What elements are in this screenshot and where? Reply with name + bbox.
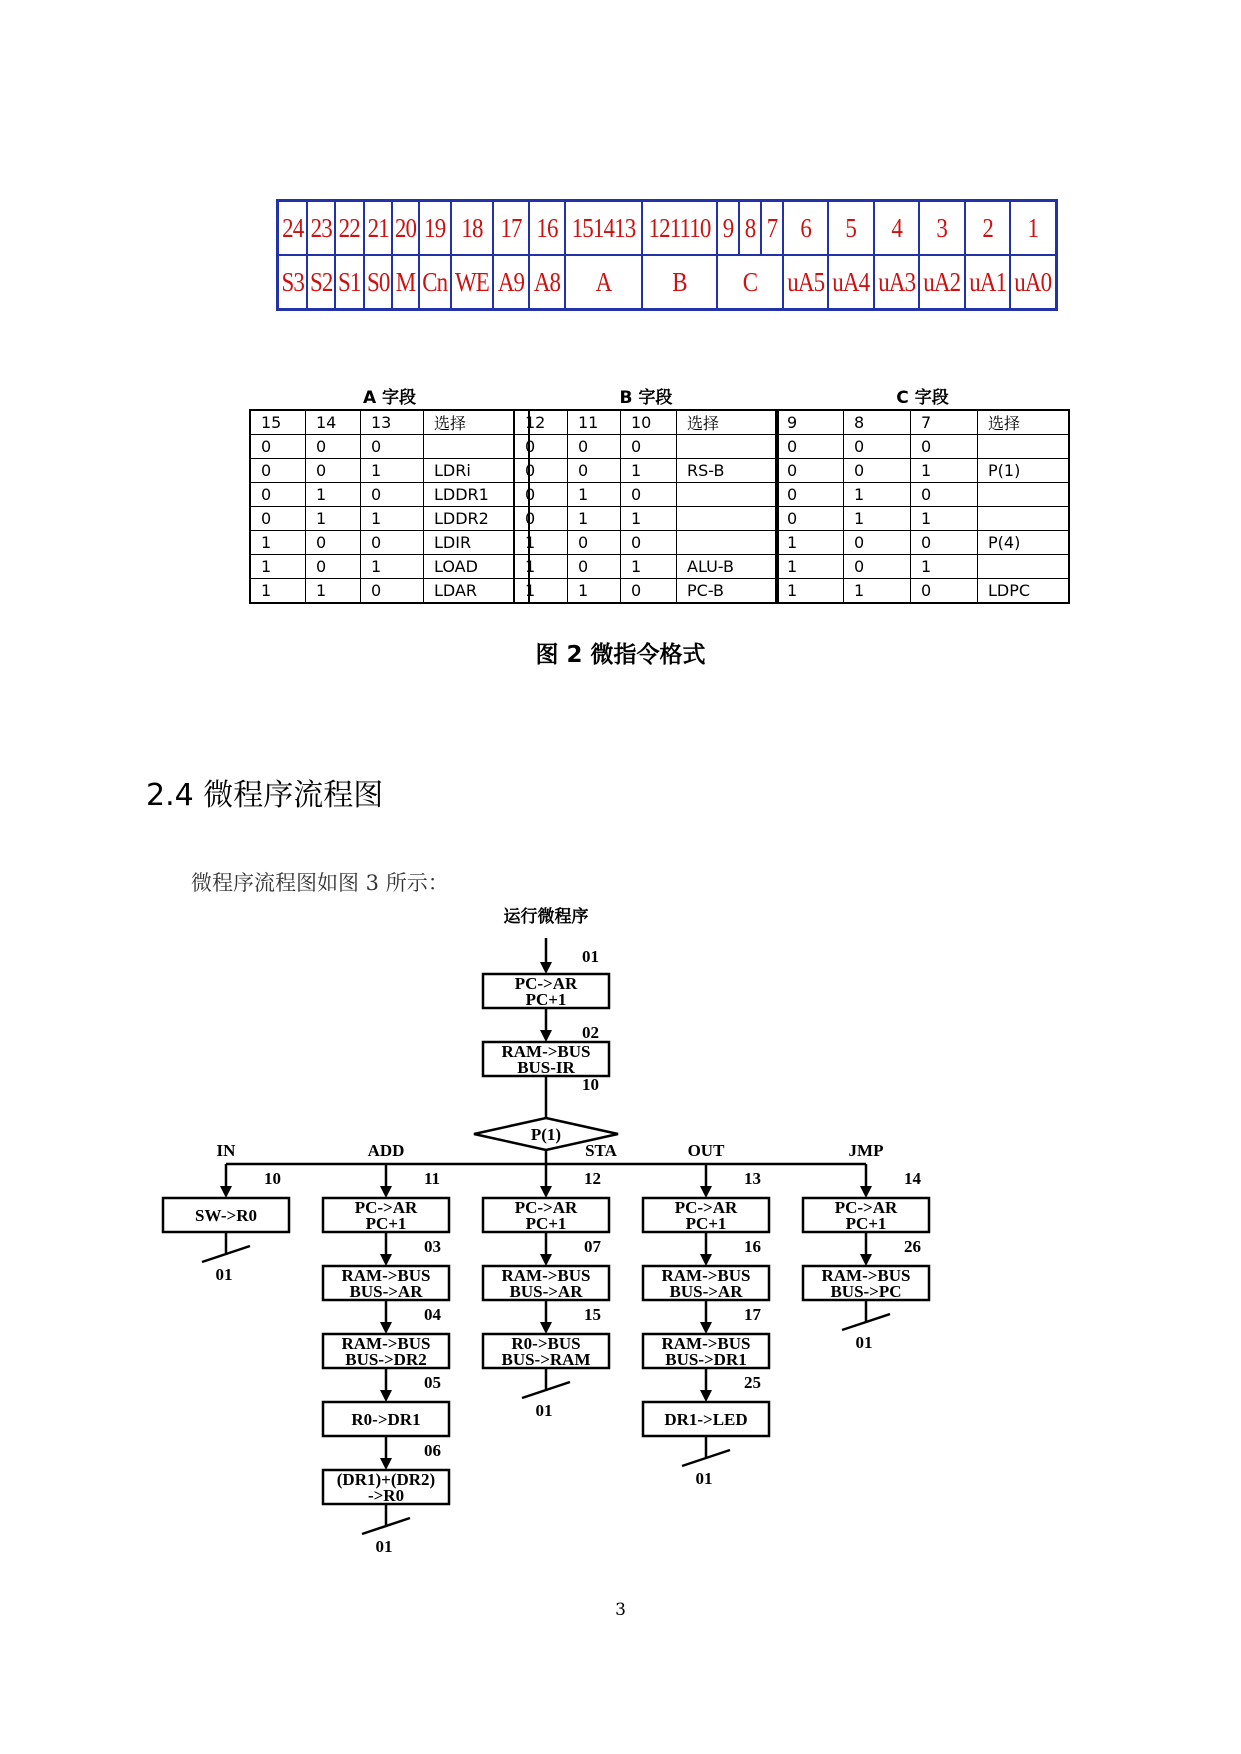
bit-cell: 19 — [421, 201, 448, 256]
table-cell: 0 — [361, 483, 424, 507]
flow-box-text: RAM->BUS — [661, 1334, 751, 1353]
bit-cell: 5 — [832, 201, 871, 256]
table-cell: PC-B — [677, 579, 779, 604]
flow-box-text: RAM->BUS — [341, 1334, 431, 1353]
table-cell: 0 — [844, 435, 911, 459]
table-cell: 0 — [844, 555, 911, 579]
field-cell: uA4 — [832, 255, 871, 310]
bit-cell: 22 — [337, 201, 361, 256]
table-cell: P(1) — [978, 459, 1070, 483]
flow-addr: 10 — [264, 1169, 281, 1188]
flow-box-text: PC+1 — [365, 1214, 407, 1233]
field-cell: WE — [454, 255, 490, 310]
table-cell: 0 — [306, 531, 361, 555]
table-header-cell: 选择 — [677, 410, 779, 435]
b-field-caption: B 字段 — [619, 388, 673, 408]
flow-box-text: (DR1)+(DR2) — [336, 1470, 436, 1489]
flow-box-text: BUS->AR — [669, 1282, 743, 1301]
table-cell: 1 — [306, 507, 361, 531]
table-cell: LDDR2 — [424, 507, 530, 531]
table-cell: 0 — [776, 459, 844, 483]
bit-cell: 3 — [923, 201, 962, 256]
table-cell: 0 — [514, 435, 568, 459]
table-cell: 0 — [621, 435, 677, 459]
flow-addr: 13 — [744, 1169, 761, 1188]
table-cell: 1 — [250, 579, 306, 604]
field-cell: B — [647, 255, 711, 310]
table-cell: 0 — [514, 507, 568, 531]
table-cell: 0 — [911, 531, 978, 555]
table-cell: 1 — [514, 555, 568, 579]
table-cell: LDRi — [424, 459, 530, 483]
table-cell: 1 — [776, 531, 844, 555]
table-cell: 1 — [911, 507, 978, 531]
flow-end-label: 01 — [535, 1401, 553, 1420]
table-cell: 0 — [776, 483, 844, 507]
arrowhead — [540, 1322, 552, 1334]
field-cell: uA5 — [786, 255, 825, 310]
bit-cell: 151413 — [570, 201, 635, 256]
table-cell: 0 — [776, 435, 844, 459]
flow-box-text: PC->AR — [674, 1198, 738, 1217]
field-cell: S3 — [280, 255, 305, 310]
flow-box-text: RAM->BUS — [501, 1042, 591, 1061]
table-header-cell: 14 — [306, 410, 361, 435]
table-cell: 1 — [514, 531, 568, 555]
bit-cell: 1 — [1014, 201, 1053, 256]
table-cell: 1 — [911, 459, 978, 483]
flow-box-text: BUS->DR2 — [345, 1350, 427, 1369]
table-cell: 0 — [621, 579, 677, 604]
flow-box-text: PC+1 — [845, 1214, 887, 1233]
table-cell: 1 — [844, 507, 911, 531]
table-cell: 0 — [568, 555, 621, 579]
a-field-caption: A 字段 — [362, 388, 417, 408]
flow-addr: 06 — [424, 1441, 441, 1460]
table-cell: 1 — [361, 507, 424, 531]
flow-box-text: R0->BUS — [511, 1334, 581, 1353]
branch-label: IN — [216, 1141, 236, 1160]
bit-cell: 24 — [280, 201, 305, 256]
table-header-cell: 9 — [776, 410, 844, 435]
table-cell: 1 — [568, 507, 621, 531]
page-number: 3 — [615, 1600, 626, 1620]
field-cell: S1 — [337, 255, 361, 310]
flow-end-label: 01 — [855, 1333, 873, 1352]
branch-label: OUT — [687, 1141, 725, 1160]
flow-addr: 11 — [424, 1169, 441, 1188]
arrowhead — [540, 962, 552, 974]
bit-cell: 23 — [309, 201, 333, 256]
flow-addr: 05 — [424, 1373, 441, 1392]
bit-cell: 17 — [495, 201, 526, 256]
flow-addr: 07 — [584, 1237, 601, 1256]
table-cell: 0 — [844, 531, 911, 555]
table-cell: 0 — [568, 459, 621, 483]
flow-box-text: PC->AR — [354, 1198, 418, 1217]
field-cell: C — [722, 255, 778, 310]
field-cell: A9 — [495, 255, 526, 310]
flow-box-text: PC+1 — [525, 990, 567, 1009]
bit-cell: 4 — [877, 201, 916, 256]
table-cell: 0 — [568, 531, 621, 555]
arrowhead — [380, 1186, 392, 1198]
field-cell: A8 — [531, 255, 562, 310]
arrowhead — [700, 1322, 712, 1334]
bit-cell: 8 — [740, 201, 759, 256]
intro-paragraph: 微程序流程图如图 3 所示： — [191, 871, 449, 895]
bit-cell: 121110 — [647, 201, 711, 256]
arrowhead — [700, 1186, 712, 1198]
table-cell: 0 — [844, 459, 911, 483]
bit-cell: 18 — [454, 201, 490, 256]
table-cell: LDPC — [978, 579, 1070, 604]
flow-addr: 10 — [582, 1075, 599, 1094]
table-cell: ALU-B — [677, 555, 779, 579]
table-cell: 0 — [621, 483, 677, 507]
arrowhead — [380, 1254, 392, 1266]
table-cell: LDDR1 — [424, 483, 530, 507]
c-field-caption: C 字段 — [896, 388, 949, 408]
flow-decision-text: P(1) — [530, 1125, 562, 1144]
flow-box-text: BUS->RAM — [501, 1350, 591, 1369]
field-cell: uA2 — [923, 255, 962, 310]
table-cell: 0 — [361, 579, 424, 604]
section-title: 2.4 微程序流程图 — [146, 778, 384, 813]
arrowhead — [380, 1390, 392, 1402]
table-cell: 0 — [306, 555, 361, 579]
flow-addr: 01 — [582, 947, 599, 966]
flow-addr: 15 — [584, 1305, 601, 1324]
branch-label: ADD — [367, 1141, 405, 1160]
flow-box-text: BUS->DR1 — [665, 1350, 747, 1369]
table-cell: 0 — [514, 483, 568, 507]
flow-end-label: 01 — [695, 1469, 713, 1488]
branch-label: JMP — [848, 1141, 884, 1160]
table-cell: 1 — [568, 483, 621, 507]
table-cell: 1 — [621, 507, 677, 531]
flow-addr: 12 — [584, 1169, 601, 1188]
arrowhead — [540, 1254, 552, 1266]
table-cell: 0 — [306, 459, 361, 483]
table-cell: 1 — [250, 531, 306, 555]
flow-box-text: RAM->BUS — [341, 1266, 431, 1285]
bit-cell: 21 — [366, 201, 390, 256]
table-cell: 0 — [306, 435, 361, 459]
table-cell: 0 — [514, 459, 568, 483]
flow-box-text: SW->R0 — [195, 1206, 257, 1225]
arrowhead — [540, 1030, 552, 1042]
flow-box-text: PC->AR — [514, 974, 578, 993]
table-cell: 0 — [776, 507, 844, 531]
arrowhead — [380, 1458, 392, 1470]
flow-box-text: BUS->AR — [509, 1282, 583, 1301]
table-cell: 0 — [911, 579, 978, 604]
flow-box-text: RAM->BUS — [821, 1266, 911, 1285]
table-cell: 0 — [911, 483, 978, 507]
flow-box-text: DR1->LED — [664, 1410, 748, 1429]
table-cell: LOAD — [424, 555, 530, 579]
table-cell: 1 — [250, 555, 306, 579]
table-header-cell: 12 — [514, 410, 568, 435]
arrowhead — [700, 1390, 712, 1402]
table-header-cell: 13 — [361, 410, 424, 435]
flow-addr: 25 — [744, 1373, 761, 1392]
table-cell: 0 — [361, 531, 424, 555]
table-header-cell: 11 — [568, 410, 621, 435]
flow-end-label: 01 — [375, 1537, 393, 1556]
table-cell: 0 — [621, 531, 677, 555]
flow-box-text: PC+1 — [525, 1214, 567, 1233]
bit-cell: 20 — [394, 201, 417, 256]
branch-label: STA — [585, 1141, 617, 1160]
flow-box-text: BUS->PC — [830, 1282, 902, 1301]
flow-box-text: R0->DR1 — [351, 1410, 421, 1429]
arrowhead — [860, 1186, 872, 1198]
flow-start-label: 运行微程序 — [503, 907, 589, 926]
table-cell: LDIR — [424, 531, 530, 555]
table-cell: 0 — [250, 507, 306, 531]
table-cell: 1 — [306, 483, 361, 507]
arrowhead — [700, 1254, 712, 1266]
table-cell: 1 — [621, 459, 677, 483]
bit-cell: 16 — [531, 201, 562, 256]
arrowhead — [860, 1254, 872, 1266]
table-cell: 0 — [911, 435, 978, 459]
table-header-cell: 选择 — [978, 410, 1070, 435]
field-cell: A — [570, 255, 635, 310]
table-cell: P(4) — [978, 531, 1070, 555]
flow-box-text: BUS-IR — [517, 1058, 575, 1077]
flow-box-text: PC->AR — [834, 1198, 898, 1217]
table-cell: 0 — [568, 435, 621, 459]
flow-box-text: RAM->BUS — [501, 1266, 591, 1285]
flow-box-text: PC+1 — [685, 1214, 727, 1233]
table-cell: LDAR — [424, 579, 530, 604]
table-cell: 1 — [306, 579, 361, 604]
table-cell: 1 — [361, 459, 424, 483]
flow-addr: 26 — [904, 1237, 921, 1256]
flow-box-text: RAM->BUS — [661, 1266, 751, 1285]
arrowhead — [540, 1186, 552, 1198]
bit-cell: 2 — [968, 201, 1007, 256]
field-cell: S2 — [309, 255, 333, 310]
field-cell: uA3 — [877, 255, 916, 310]
table-cell: 1 — [514, 579, 568, 604]
flow-box-text: BUS->AR — [349, 1282, 423, 1301]
field-cell: Cn — [421, 255, 448, 310]
field-cell: uA1 — [968, 255, 1007, 310]
flow-addr: 17 — [744, 1305, 761, 1324]
table-cell: 1 — [776, 555, 844, 579]
table-header-cell: 10 — [621, 410, 677, 435]
flow-end-label: 01 — [215, 1265, 233, 1284]
table-cell: 0 — [361, 435, 424, 459]
field-cell: S0 — [366, 255, 390, 310]
table-cell: 1 — [621, 555, 677, 579]
field-cell: uA0 — [1014, 255, 1053, 310]
table-header-cell: 7 — [911, 410, 978, 435]
table-header-cell: 15 — [250, 410, 306, 435]
table-cell: 0 — [250, 459, 306, 483]
bit-cell: 9 — [718, 201, 737, 256]
table-cell: 1 — [844, 483, 911, 507]
table-cell: 0 — [250, 483, 306, 507]
flow-addr: 03 — [424, 1237, 441, 1256]
table-cell: RS-B — [677, 459, 779, 483]
bit-cell: 7 — [762, 201, 781, 256]
table-cell: 0 — [250, 435, 306, 459]
table-cell: 1 — [844, 579, 911, 604]
flow-addr: 16 — [744, 1237, 761, 1256]
flow-box-text: ->R0 — [367, 1486, 405, 1505]
figure-caption: 图 2 微指令格式 — [535, 642, 706, 668]
flow-box-text: PC->AR — [514, 1198, 578, 1217]
arrowhead — [380, 1322, 392, 1334]
flow-addr: 04 — [424, 1305, 441, 1324]
table-cell: 1 — [776, 579, 844, 604]
table-cell: 1 — [568, 579, 621, 604]
flow-addr: 02 — [582, 1023, 599, 1042]
field-cell: M — [394, 255, 417, 310]
flow-addr: 14 — [904, 1169, 921, 1188]
table-cell: 1 — [361, 555, 424, 579]
table-header-cell: 8 — [844, 410, 911, 435]
bit-cell: 6 — [786, 201, 825, 256]
table-header-cell: 选择 — [424, 410, 530, 435]
table-cell: 1 — [911, 555, 978, 579]
arrowhead — [220, 1186, 232, 1198]
